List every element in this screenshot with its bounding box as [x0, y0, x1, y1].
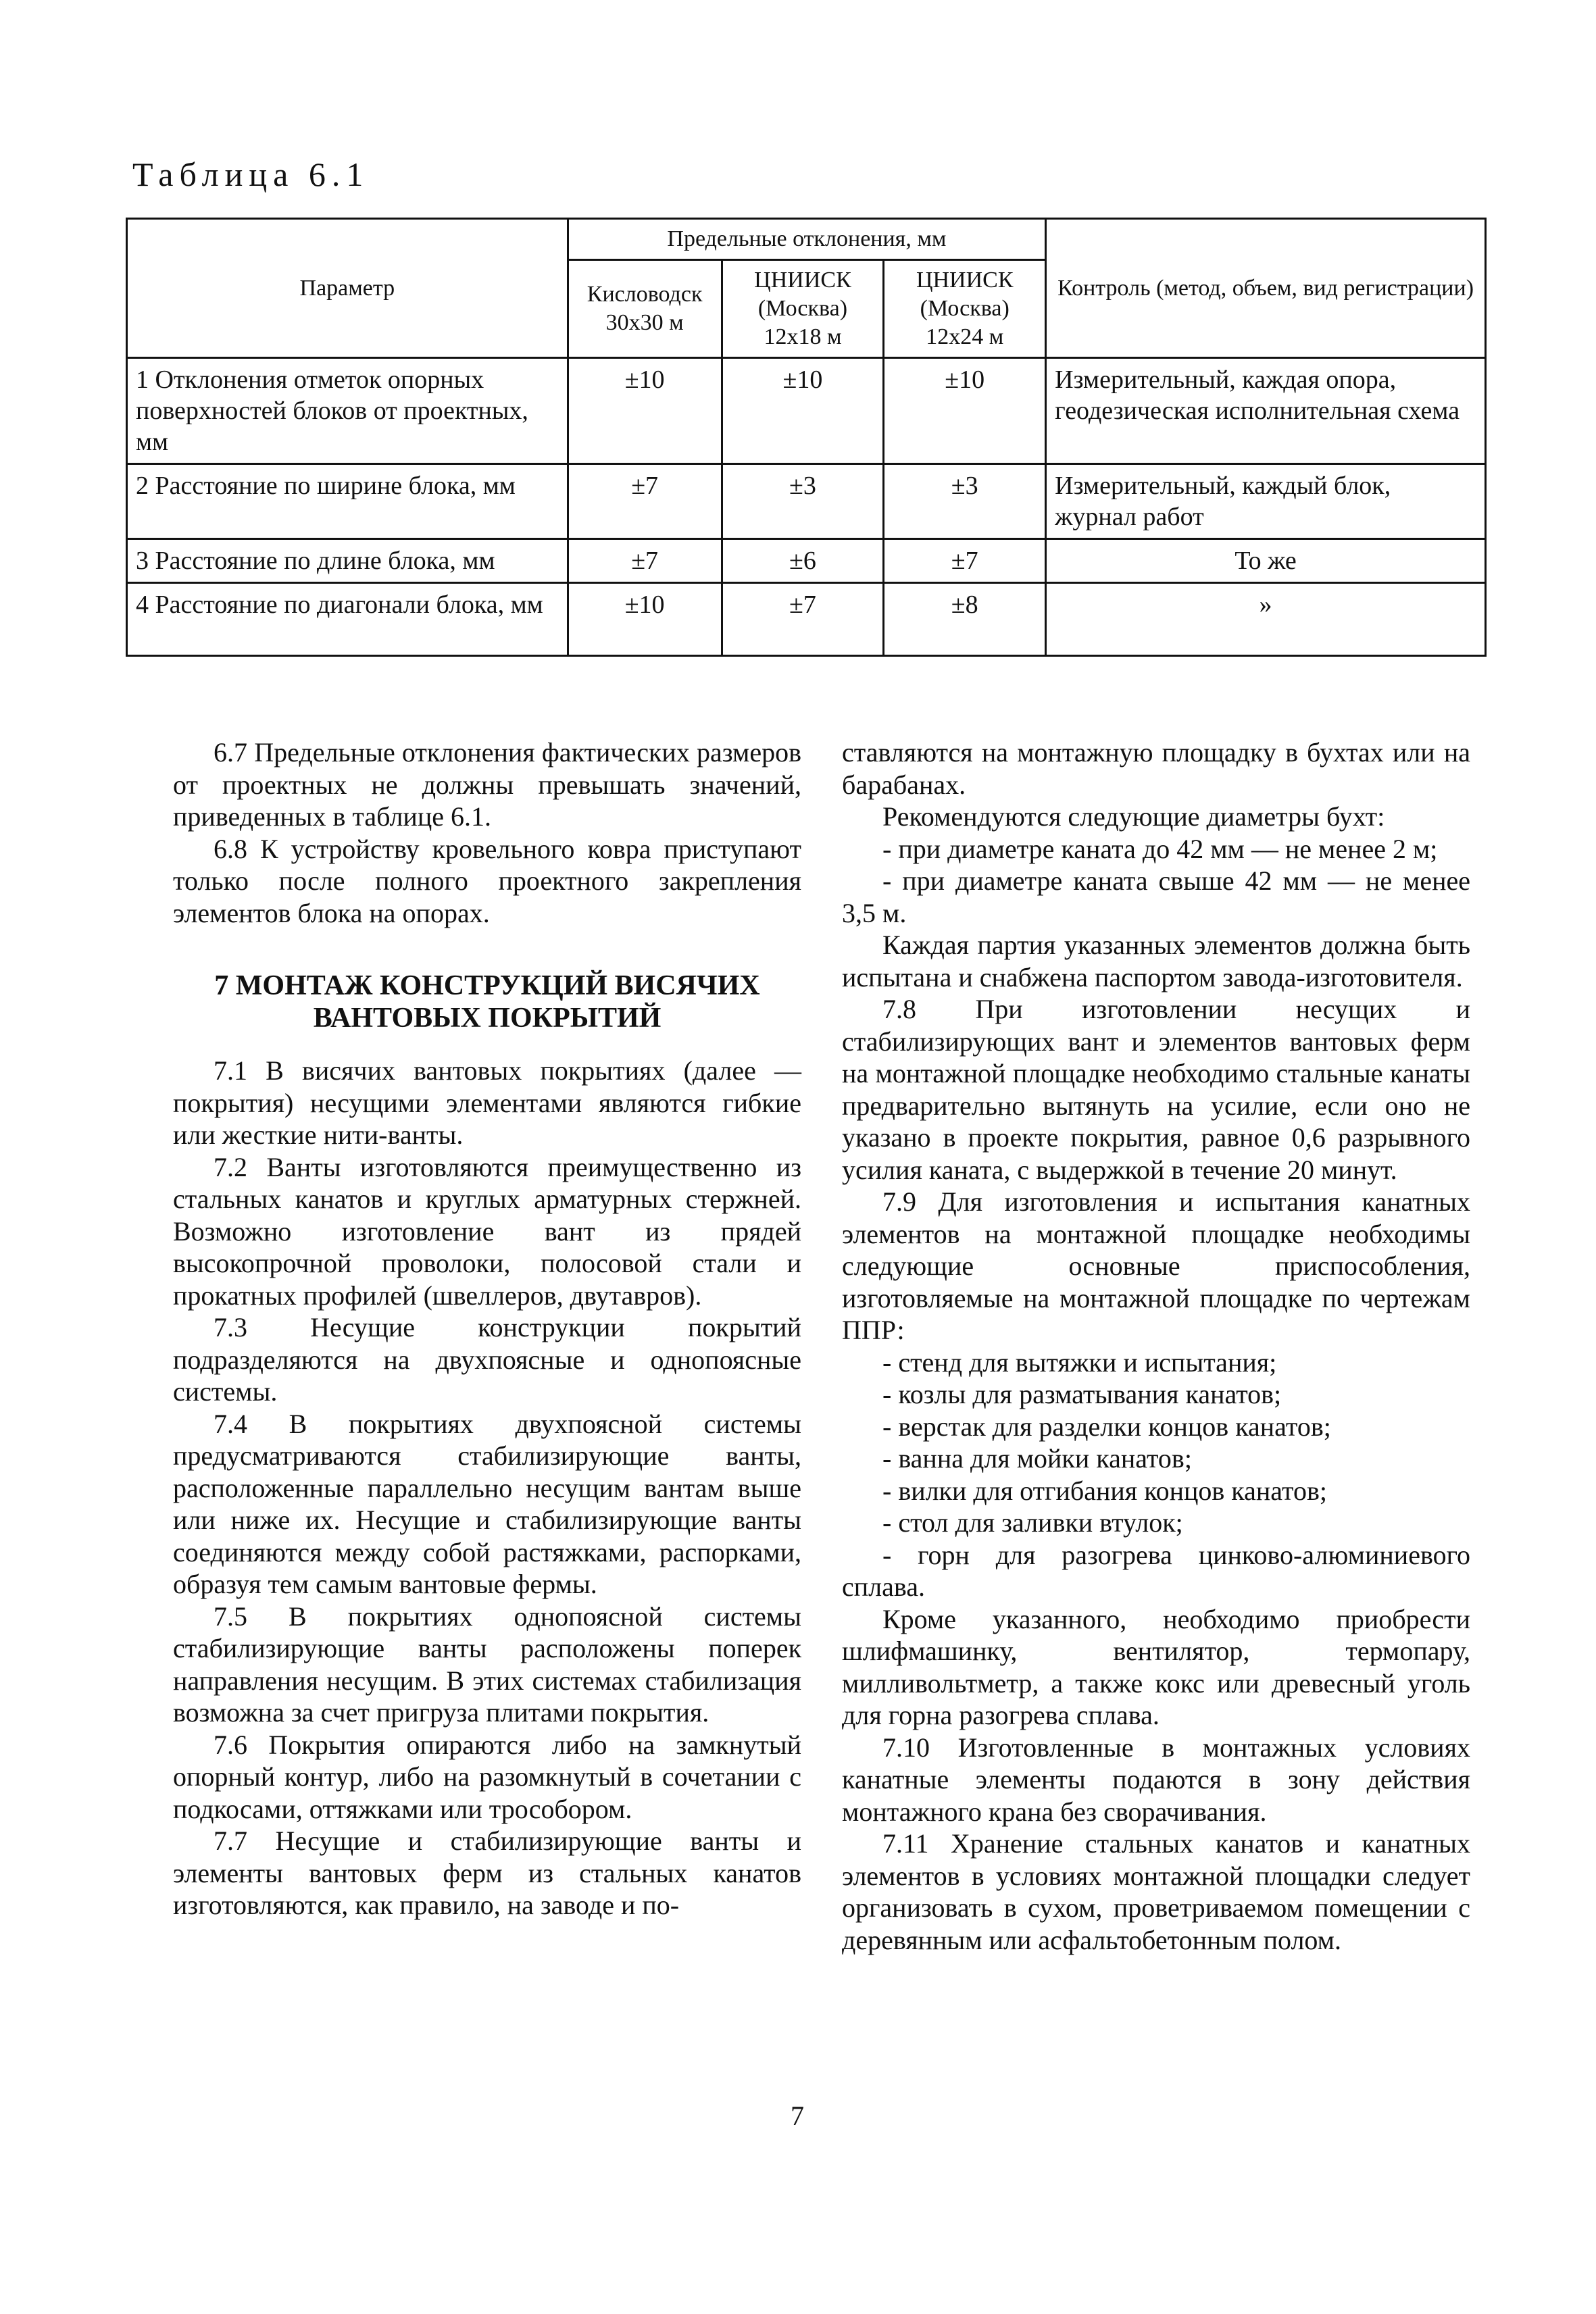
row-value-2: ±6 [722, 539, 884, 583]
table-header-row-1 [127, 219, 1486, 260]
row-value-1: ±10 [568, 583, 722, 656]
list-item: - стенд для вытяжки и испытания; [882, 1347, 1277, 1378]
table-caption: Таблица 6.1 [132, 155, 370, 193]
row-value-3: ±3 [884, 464, 1046, 539]
right-column [842, 736, 1470, 1956]
row-control: Измерительный, каждый блок, журнал работ [1046, 464, 1486, 539]
tolerance-table [126, 218, 1487, 657]
paragraph-7-7: 7.7 Несущие и стабилизирующие ванты и элементы вантовых ферм из стальных канатов изготовляются, как правило, на заводе и по- [173, 1826, 801, 1920]
paragraph-7-6: 7.6 Покрытия опираются либо на замкнутый опорный контур, либо на разомкнутый в сочетании с подкосами, оттяжками или трособором. [173, 1729, 801, 1824]
header-control: Контроль (метод, объем, вид регистрации) [1046, 219, 1486, 358]
paragraph-7-11: 7.11 Хранение стальных канатов и канатных элементов в условиях монтажной площадки следует организовать в сухом, проветриваемом помещении с деревянным или асфальтобетонным полом. [842, 1828, 1470, 1955]
left-column [173, 736, 801, 1921]
paragraph-7-2: 7.2 Ванты изготовляются преимущественно из стальных канатов и круглых арматурных стержней. Возможно изготовление вант из прядей высокопрочной проволоки, полосовой стали и прокатных профилей (швеллеров, двутавров). [173, 1151, 801, 1311]
row-param: 2 Расстояние по ширине блока, мм [127, 464, 568, 539]
row-param: 1 Отклонения отметок опорных поверхностей блоков от проектных, мм [127, 358, 568, 464]
header-param: Параметр [127, 219, 568, 358]
list-item: - козлы для разматывания канатов; [882, 1379, 1282, 1409]
table-row [127, 583, 1486, 656]
row-param: 3 Расстояние по длине блока, мм [127, 539, 568, 583]
list-item: - стол для заливки втулок; [882, 1507, 1183, 1538]
row-param: 4 Расстояние по диагонали блока, мм [127, 583, 568, 656]
paragraph-continuation: ставляются на монтажную площадку в бухтах или на барабанах. [842, 737, 1470, 800]
table-row [127, 464, 1486, 539]
paragraph-7-10: 7.10 Изготовленные в монтажных условиях канатные элементы подаются в зону действия монтажного крана без сворачивания. [842, 1732, 1470, 1827]
paragraph-7-5: 7.5 В покрытиях однопоясной системы стабилизирующие ванты расположены поперек направления несущим. В этих системах стабилизация возможна за счет пригруза плитами покрытия. [173, 1601, 801, 1728]
table-row [127, 539, 1486, 583]
page-number: 7 [791, 2101, 804, 2131]
row-value-1: ±7 [568, 464, 722, 539]
paragraph-recommendation: Рекомендуются следующие диаметры бухт: [882, 801, 1385, 832]
paragraph-6-7: 6.7 Предельные отклонения фактических размеров от проектных не должны превышать значений, приведенных в таблице 6.1. [173, 737, 801, 832]
paragraph-7-8: 7.8 При изготовлении несущих и стабилизирующих вант и элементов вантовых ферм на монтажной площадке необходимо стальные канаты предварительно вытянуть на усилие, если оно не указано в проекте покрытия, равное 0,6 разрывного усилия каната, с выдержкой в течение 20 минут. [842, 994, 1470, 1185]
paragraph-6-8: 6.8 К устройству кровельного ковра приступают только после полного проектного закрепления элементов блока на опорах. [173, 833, 801, 928]
row-value-3: ±8 [884, 583, 1046, 656]
row-value-2: ±7 [722, 583, 884, 656]
row-value-2: ±3 [722, 464, 884, 539]
table-row [127, 358, 1486, 464]
row-value-2: ±10 [722, 358, 884, 464]
list-item: - вилки для отгибания концов канатов; [882, 1475, 1327, 1506]
header-col3: ЦНИИСК (Москва) 12х24 м [884, 260, 1046, 358]
row-control: Измерительный, каждая опора, геодезическая исполнительная схема [1046, 358, 1486, 464]
section-title: 7 МОНТАЖ КОНСТРУКЦИЙ ВИСЯЧИХ ВАНТОВЫХ ПОКРЫТИЙ [214, 970, 760, 1034]
paragraph-besides: Кроме указанного, необходимо приобрести шлифмашинку, вентилятор, термопару, милливольтметр, а также кокс или древесный уголь для горна разогрева сплава. [842, 1603, 1470, 1730]
list-item: - верстак для разделки концов канатов; [882, 1411, 1331, 1442]
paragraph-7-3: 7.3 Несущие конструкции покрытий подразделяются на двухпоясные и однопоясные системы. [173, 1312, 801, 1407]
row-control: То же [1046, 539, 1486, 583]
header-group: Предельные отклонения, мм [568, 219, 1045, 260]
paragraph-7-1: 7.1 В висячих вантовых покрытиях (далее — покрытия) несущими элементами являются гибкие или жесткие нити-ванты. [173, 1055, 801, 1150]
paragraph-7-4: 7.4 В покрытиях двухпоясной системы предусматриваются стабилизирующие ванты, расположенные параллельно несущим вантам выше или ниже их. Несущие и стабилизирующие ванты соединяются между собой растяжками, распорками, образуя тем самым вантовые фермы. [173, 1408, 801, 1599]
list-item: - при диаметре каната свыше 42 мм — не менее 3,5 м. [842, 865, 1470, 928]
list-item: - горн для разогрева цинково-алюминиевого сплава. [842, 1539, 1470, 1602]
row-value-1: ±10 [568, 358, 722, 464]
row-value-3: ±10 [884, 358, 1046, 464]
row-value-1: ±7 [568, 539, 722, 583]
header-col1: Кисловодск 30х30 м [568, 260, 722, 358]
paragraph-batch: Каждая партия указанных элементов должна быть испытана и снабжена паспортом завода-изготовителя. [842, 930, 1470, 992]
row-control: » [1046, 583, 1486, 656]
header-col2: ЦНИИСК (Москва) 12х18 м [722, 260, 884, 358]
list-item: - ванна для мойки канатов; [882, 1443, 1192, 1474]
list-item: - при диаметре каната до 42 мм — не менее 2 м; [882, 833, 1438, 864]
paragraph-7-9: 7.9 Для изготовления и испытания канатных элементов на монтажной площадке необходимы следующие основные приспособления, изготовляемые на монтажной площадке по чертежам ППР: [842, 1186, 1470, 1345]
row-value-3: ±7 [884, 539, 1046, 583]
